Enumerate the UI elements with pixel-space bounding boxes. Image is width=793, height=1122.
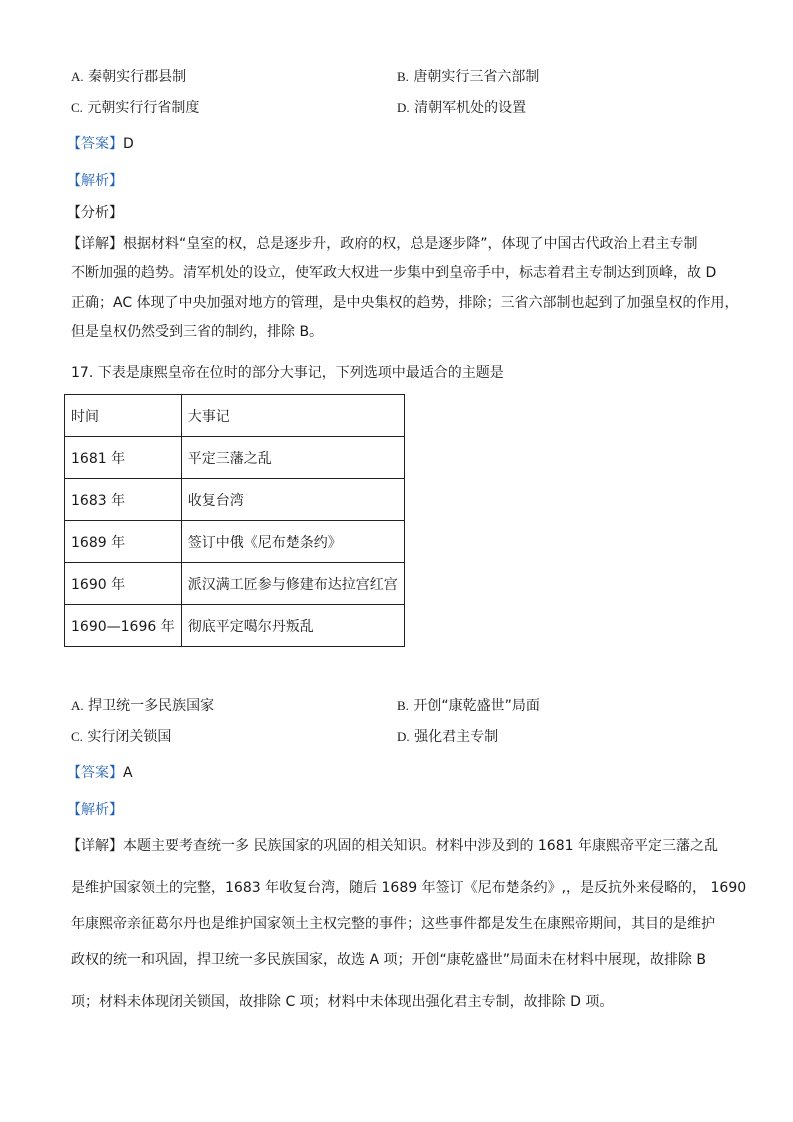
table-cell-event: 派汉满工匠参与修建布达拉宫红宫 (181, 563, 404, 605)
q17-option-a (71, 696, 214, 716)
table-cell-time: 1690—1696 年 (65, 605, 182, 647)
q16-option-a-text: 秦朝实行郡县制 (88, 69, 187, 85)
q17-question: 17. 下表是康熙皇帝在位时的部分大事记，下列选项中最适合的主题是 (71, 365, 504, 381)
table-row (65, 605, 405, 647)
q16-option-d-text: 清朝军机处的设置 (414, 100, 527, 116)
table-cell-event: 签订中俄《尼布楚条约》 (181, 521, 404, 563)
table-row (65, 521, 405, 563)
table-cell-event: 彻底平定噶尔丹叛乱 (181, 605, 404, 647)
q17-analysis-label: 【解析】 (67, 802, 123, 818)
q17-detail-text-1: 本题主要考查统一多 民族国家的巩固的相关知识。材料中涉及到的 1681 年康熙帝平定三藩之乱 (123, 838, 718, 854)
q16-option-d-letter: D. (397, 100, 410, 115)
q17-option-d (397, 727, 498, 747)
table-row (65, 437, 405, 479)
q17-option-d-text: 强化君主专制 (414, 729, 499, 745)
q16-detail-line-1 (67, 234, 698, 254)
q17-option-b-text: 开创“康乾盛世”局面 (413, 698, 540, 714)
table-cell-time: 1681 年 (65, 437, 182, 479)
q17-option-b-letter: B. (397, 698, 409, 713)
q17-detail-line-5: 项；材料未体现闭关锁国，故排除 C 项；材料中未体现出强化君主专制，故排除 D 项。 (71, 994, 614, 1010)
q16-answer-value: D (123, 136, 134, 152)
q17-option-c-text: 实行闭关锁国 (87, 729, 172, 745)
q17-option-d-letter: D. (397, 729, 410, 744)
q17-option-a-text: 捍卫统一多民族国家 (88, 698, 215, 714)
q17-detail-label: 【详解】 (67, 838, 123, 854)
q16-option-c (71, 98, 199, 118)
q16-option-b (397, 67, 539, 87)
q16-analysis-label: 【解析】 (67, 173, 123, 189)
q16-detail-line-2: 不断加强的趋势。清军机处的设立，使军政大权进一步集中到皇帝手中，标志着君主专制达到顶峰，故 D (71, 265, 717, 281)
q16-detail-line-4: 但是皇权仍然受到三省的制约，排除 B。 (71, 324, 324, 340)
q17-answer-value: A (123, 765, 133, 781)
q17-option-c (71, 727, 171, 747)
q17-detail-line-3: 年康熙帝亲征葛尔丹也是维护国家领土主权完整的事件；这些事件都是发生在康熙帝期间，其目的是维护 (71, 916, 715, 932)
q17-detail-line-4: 政权的统一和巩固，捍卫统一多民族国家，故选 A 项；开创“康乾盛世”局面未在材料中展现，故排除 B (71, 952, 707, 968)
table-cell-event: 收复台湾 (181, 479, 404, 521)
q16-detail-text-1: 根据材料“皇室的权，总是逐步升，政府的权，总是逐步降”，体现了中国古代政治上君主专制 (123, 236, 698, 252)
table-header-row (65, 395, 405, 437)
table-header-event: 大事记 (181, 395, 404, 437)
q17-answer-label: 【答案】 (67, 765, 123, 781)
q17-events-table (64, 394, 405, 647)
q16-detail-line-3: 正确；AC 体现了中央加强对地方的管理，是中央集权的趋势，排除；三省六部制也起到了加强皇权的作用， (71, 295, 739, 311)
q16-option-c-text: 元朝实行行省制度 (87, 100, 200, 116)
table-cell-time: 1689 年 (65, 521, 182, 563)
q16-option-d (397, 98, 526, 118)
q16-option-a (71, 67, 186, 87)
q17-option-c-letter: C. (71, 729, 83, 744)
q16-detail-label: 【详解】 (67, 236, 123, 252)
q16-option-c-letter: C. (71, 100, 83, 115)
q16-option-b-letter: B. (397, 69, 409, 84)
table-cell-time: 1683 年 (65, 479, 182, 521)
q16-option-b-text: 唐朝实行三省六部制 (413, 69, 540, 85)
q17-detail-line-1 (67, 836, 718, 856)
q17-option-a-letter: A. (71, 698, 84, 713)
table-header-time: 时间 (65, 395, 182, 437)
table-row (65, 563, 405, 605)
q16-option-a-letter: A. (71, 69, 84, 84)
q17-answer (67, 763, 133, 783)
table-cell-time: 1690 年 (65, 563, 182, 605)
q16-fenxi-label: 【分析】 (67, 205, 123, 221)
table-row (65, 479, 405, 521)
table-cell-event: 平定三藩之乱 (181, 437, 404, 479)
q16-answer (67, 134, 134, 154)
q17-option-b (397, 696, 540, 716)
q16-answer-label: 【答案】 (67, 136, 123, 152)
q17-detail-line-2: 是维护国家领土的完整，1683 年收复台湾，随后 1689 年签订《尼布楚条约》,，是反抗外来侵略的， 1690 (71, 880, 747, 896)
